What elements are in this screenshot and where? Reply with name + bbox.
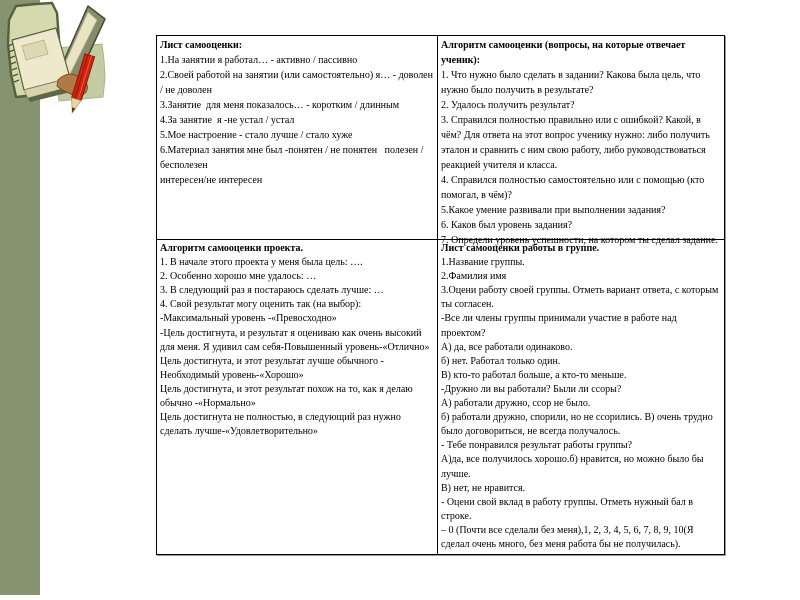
cell-text-line: Необходимый уровень-«Хорошо» [160, 369, 304, 381]
cell-text-line: В) кто-то работал больше, а кто-то меньше. [441, 369, 627, 381]
cell-text-line: 1. В начале этого проекта у меня была цель: …. [160, 257, 363, 269]
cell-text-line: 2.Своей работой на занятии (или самостоятельно) я… - доволен / не доволен [160, 70, 436, 96]
cell-text-line: 4. Справился полностью самостоятельно или с помощью (кто помогал, в чём)? [441, 175, 707, 201]
cell-text-line: 3.Оцени работу своей группы. Отметь вариант ответа, с которым ты согласен. [441, 285, 721, 311]
cell-text-line: Цель достигнута не полностью, в следующий раз нужно сделать лучше-«Удовлетворительно» [160, 412, 404, 438]
cell-text-line: 4. Свой результат могу оценить так (на выбор): [160, 299, 362, 311]
cell-text-line: -Дружно ли вы работали? Были ли ссоры? [441, 383, 622, 395]
cell-text-line: б) работали дружно, спорили, но не ссорились. В) очень трудно было договориться, не всегда получалось. [441, 412, 716, 438]
cell-text-line: 4.За занятие я -не устал / устал [160, 115, 295, 126]
cell-project-assessment-algorithm [157, 240, 438, 554]
cell-text-line: В) нет, не нравится. [441, 482, 526, 494]
cell-text-line: 1.На занятии я работал… - активно / пассивно [160, 55, 358, 66]
cell-body [441, 68, 721, 248]
cell-text-line: 5.Какое умение развивали при выполнении задания? [441, 205, 666, 216]
self-assessment-table [156, 35, 725, 555]
cell-body [160, 53, 434, 188]
cell-title: Алгоритм самооценки (вопросы, на которые отвечает ученик): [441, 40, 688, 66]
cell-text-line: - Оцени свой вклад в работу группы. Отметь нужный бал в строке. [441, 496, 696, 522]
cell-text-line: 3. Справился полностью правильно или с ошибкой? Какой, в чём? Для ответа на этот вопрос ученику нужно: либо получить эталон и сравнить с ним свою работу, либо руководствоваться реакцией учителя и класса. [441, 115, 713, 171]
cell-title: Лист самооценки работы в группе. [441, 243, 600, 254]
cell-text-line: -Цель достигнута, и результат я оцениваю как очень высокий для меня. Я удивил сам себя-Повышенный уровень-«Отлично» [160, 327, 430, 353]
cell-body [160, 256, 434, 439]
cell-text-line: 2.Фамилия имя [441, 271, 507, 283]
cell-text-line: А) да, все работали одинаково. [441, 341, 573, 353]
cell-text-line: -Все ли члены группы принимали участие в работе над проектом? [441, 313, 680, 339]
cell-text-line: -Максимальный уровень -«Превосходно» [160, 313, 337, 325]
cell-text-line: 6.Материал занятия мне был -понятен / не понятен полезен / бесполезен [160, 145, 426, 171]
open-book-pencil-clipart [2, 0, 126, 128]
cell-text-line: 6. Каков был уровень задания? [441, 220, 573, 231]
cell-group-work-assessment [438, 240, 724, 554]
cell-text-line: 3.Занятие для меня показалось… - коротким / длинным [160, 100, 400, 111]
cell-title: Алгоритм самооценки проекта. [160, 243, 303, 254]
cell-text-line: 3. В следующий раз я постараюсь сделать лучше: … [160, 285, 384, 297]
cell-text-line: 5.Мое настроение - стало лучше / стало хуже [160, 130, 353, 141]
cell-self-assessment-sheet [157, 36, 438, 240]
cell-text-line: – 0 (Почти все сделали без меня),1, 2, 3, 4, 5, 6, 7, 8, 9, 10(Я сделал очень много, без меня работа бы не получилась). [441, 524, 697, 550]
cell-text-line: б) нет. Работал только один. [441, 355, 561, 367]
cell-text-line: интересен/не интересен [160, 175, 263, 186]
cell-text-line: Цель достигнута, и этот результат похож на то, как я делаю обычно -«Нормально» [160, 383, 416, 410]
cell-self-assessment-algorithm [438, 36, 724, 246]
cell-text-line: 7. Определи уровень успешности, на котором ты сделал задание. [441, 235, 718, 246]
cell-text-line: А) работали дружно, ссор не было. [441, 398, 591, 410]
cell-text-line: 2. Особенно хорошо мне удалось: … [160, 271, 317, 283]
cell-text-line: 1. Что нужно было сделать в задании? Какова была цель, что нужно было получить в результате? [441, 70, 703, 96]
cell-text-line: 2. Удалось получить результат? [441, 100, 575, 111]
cell-text-line: 1.Название группы. [441, 257, 525, 269]
cell-text-line: - Тебе понравился результат работы группы? [441, 440, 633, 452]
cell-text-line: А)да, все получилось хорошо.б) нравится, но можно было бы лучше. [441, 454, 706, 480]
cell-text-line: Цель достигнута, и этот результат лучше обычного - [160, 355, 384, 367]
cell-title: Лист самооценки: [160, 40, 243, 51]
cell-body [441, 256, 721, 552]
